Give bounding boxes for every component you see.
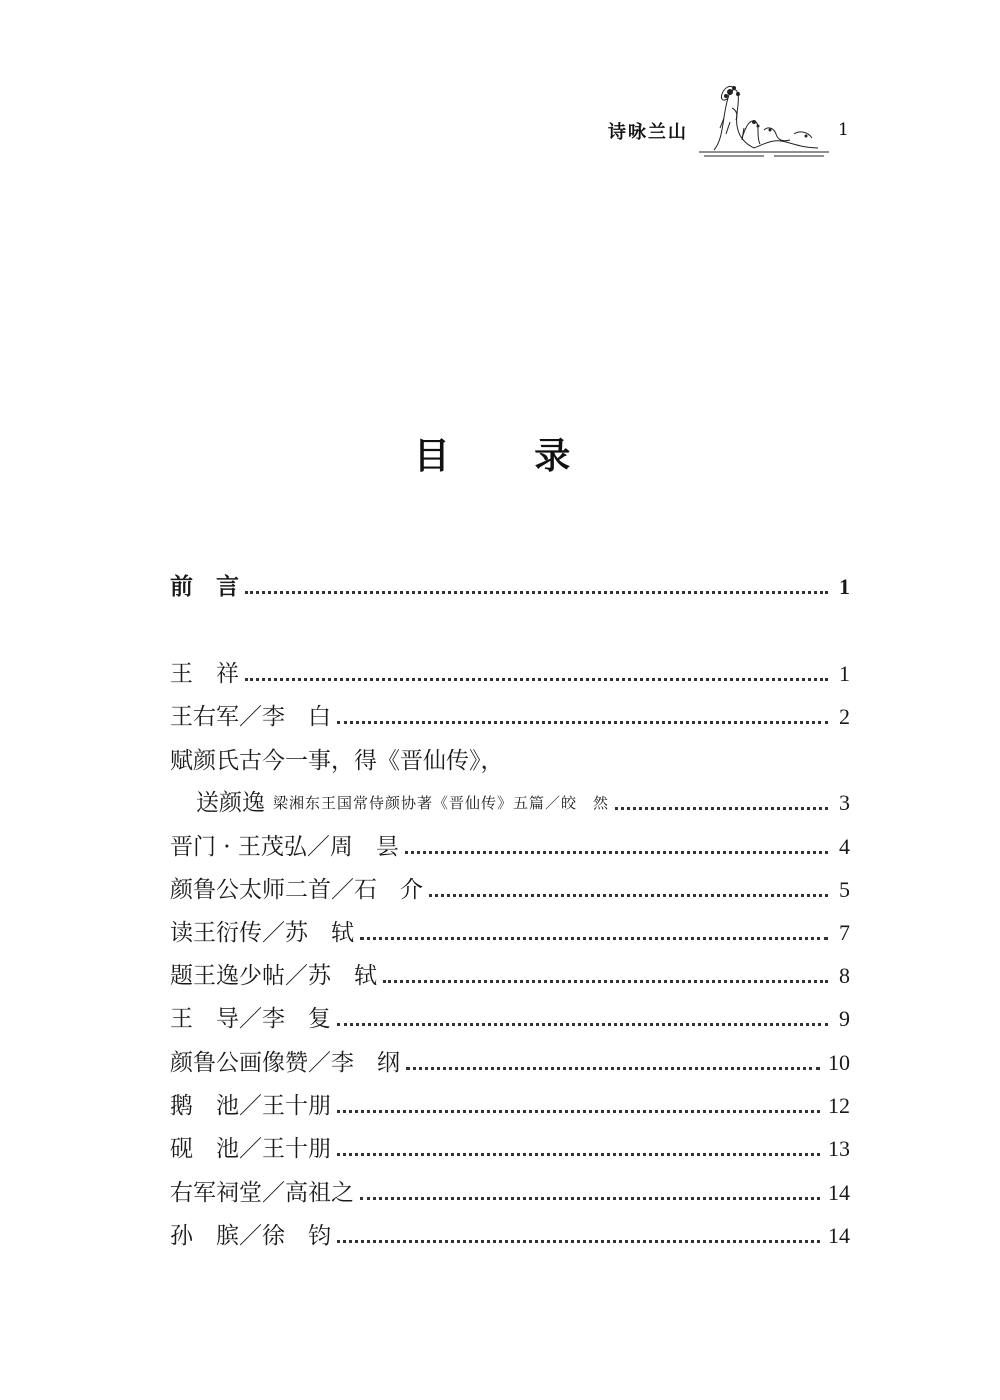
dot-leader xyxy=(405,851,828,854)
entry-label: 颜鲁公画像赞／李 纲 xyxy=(170,1050,400,1076)
entry-page: 2 xyxy=(839,704,850,729)
landscape-illustration xyxy=(694,78,834,158)
toc-entry[interactable] xyxy=(170,1046,850,1080)
dot-leader xyxy=(337,1240,820,1243)
entry-label: 前 言 xyxy=(170,573,239,600)
entry-page: 3 xyxy=(839,790,850,815)
toc-entry[interactable] xyxy=(170,873,850,907)
toc-entry[interactable] xyxy=(170,1176,850,1210)
entry-label: 王 导／李 复 xyxy=(170,1006,331,1032)
toc-entry[interactable] xyxy=(170,700,850,734)
entry-label: 送颜逸 xyxy=(196,790,265,816)
dot-leader xyxy=(406,1067,820,1070)
page-number: 1 xyxy=(838,120,849,140)
book-title: 诗咏兰山 xyxy=(608,122,688,143)
entry-label: 孙 膑／徐 钧 xyxy=(170,1223,331,1249)
entry-label: 晋门 · 王茂弘／周 昙 xyxy=(170,834,399,860)
entry-label: 砚 池／王十朋 xyxy=(170,1136,331,1162)
toc-entry[interactable] xyxy=(170,1219,850,1253)
dot-leader xyxy=(337,1023,828,1026)
entry-label: 王右军／李 白 xyxy=(170,704,331,730)
toc-entry[interactable] xyxy=(170,959,850,993)
entry-page: 12 xyxy=(828,1093,850,1118)
toc-entry[interactable] xyxy=(170,1132,850,1166)
entry-note: 梁湘东王国常侍颜协著《晋仙传》五篇／皎 然 xyxy=(273,794,610,812)
toc-entry[interactable] xyxy=(170,1089,850,1123)
entry-page: 13 xyxy=(828,1136,850,1161)
entry-label: 题王逸少帖／苏 轼 xyxy=(170,963,377,989)
toc-entry[interactable] xyxy=(170,830,850,864)
dot-leader xyxy=(360,937,828,940)
entry-page: 4 xyxy=(839,834,850,859)
dot-leader xyxy=(615,807,828,810)
dot-leader xyxy=(245,591,828,594)
dot-leader xyxy=(337,1153,820,1156)
toc-title: 目 录 xyxy=(413,435,607,477)
dot-leader xyxy=(383,980,828,983)
entry-page: 1 xyxy=(839,661,850,686)
toc-entry[interactable] xyxy=(170,916,850,950)
entry-label: 颜鲁公太师二首／石 介 xyxy=(170,877,423,903)
entry-label: 右军祠堂／高祖之 xyxy=(170,1180,354,1206)
dot-leader xyxy=(337,721,828,724)
entry-page: 14 xyxy=(828,1223,850,1248)
entry-page: 5 xyxy=(839,877,850,902)
toc-entry[interactable] xyxy=(196,786,850,820)
dot-leader xyxy=(360,1197,820,1200)
toc-entry[interactable] xyxy=(170,1002,850,1036)
entry-label: 鹅 池／王十朋 xyxy=(170,1093,331,1119)
entry-label: 王 祥 xyxy=(170,661,239,687)
entry-page: 7 xyxy=(839,920,850,945)
toc-entry-preface[interactable] xyxy=(170,570,850,604)
entry-page: 1 xyxy=(839,574,850,599)
dot-leader xyxy=(429,894,828,897)
running-header xyxy=(604,78,854,160)
dot-leader xyxy=(245,678,828,681)
entry-page: 9 xyxy=(839,1006,850,1031)
dot-leader xyxy=(337,1110,820,1113)
toc-entry[interactable] xyxy=(170,657,850,691)
toc-entry-first-line: 赋颜氏古今一事，得《晋仙传》， xyxy=(170,748,504,774)
entry-label: 读王衍传／苏 轼 xyxy=(170,920,354,946)
entry-page: 10 xyxy=(828,1050,850,1075)
entry-page: 14 xyxy=(828,1180,850,1205)
entry-page: 8 xyxy=(839,963,850,988)
